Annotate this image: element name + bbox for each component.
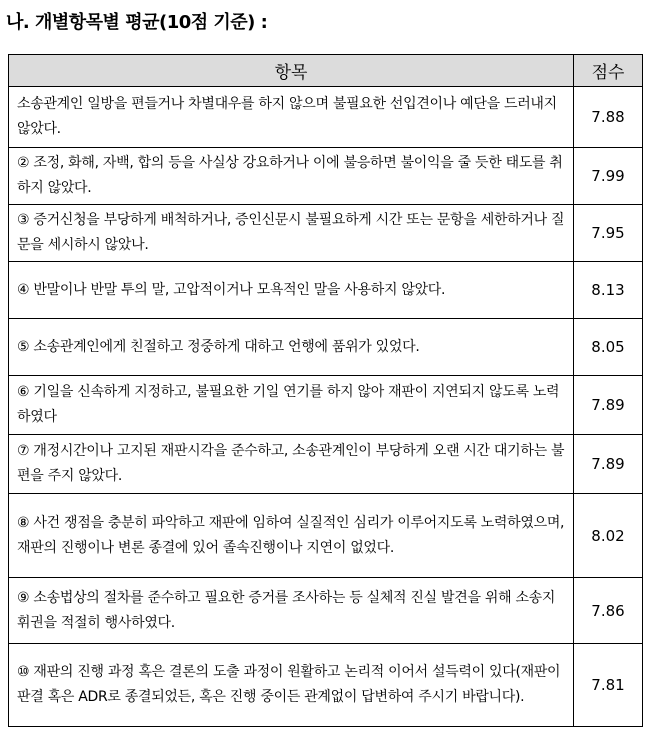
- table-row: [9, 376, 643, 435]
- item-text: ⑧ 사건 쟁점을 충분히 파악하고 재판에 임하여 실질적인 심리가 이루어지도록 노력하였으며, 재판의 진행이나 변론 종결에 있어 졸속진행이나 지연이 없었다.: [9, 494, 574, 578]
- table-row: [9, 87, 643, 148]
- item-score: 7.81: [574, 644, 643, 727]
- item-score: 8.13: [574, 262, 643, 319]
- table-row: [9, 644, 643, 727]
- item-text: ② 조정, 화해, 자백, 합의 등을 사실상 강요하거나 이에 불응하면 불이익을 줄 듯한 태도를 취하지 않았다.: [9, 148, 574, 205]
- item-text: ④ 반말이나 반말 투의 말, 고압적이거나 모욕적인 말을 사용하지 않았다.: [9, 262, 574, 319]
- item-text: ⑥ 기일을 신속하게 지정하고, 불필요한 기일 연기를 하지 않아 재판이 지연되지 않도록 노력하였다: [9, 376, 574, 435]
- score-table: [8, 54, 643, 727]
- item-score: 7.95: [574, 205, 643, 262]
- column-header-score: 점수: [574, 55, 643, 87]
- section-heading: 나. 개별항목별 평균(10점 기준) :: [6, 12, 268, 33]
- item-score: 7.86: [574, 578, 643, 644]
- table-header-row: [9, 55, 643, 87]
- item-text: ③ 증거신청을 부당하게 배척하거나, 증인신문시 불필요하게 시간 또는 문항을 세한하거나 질문을 세시하시 않았나.: [9, 205, 574, 262]
- table-row: [9, 262, 643, 319]
- table-row: [9, 578, 643, 644]
- table-row: [9, 494, 643, 578]
- item-score: 7.99: [574, 148, 643, 205]
- item-score: 7.89: [574, 376, 643, 435]
- item-text: 소송관계인 일방을 편들거나 차별대우를 하지 않으며 불필요한 선입견이나 예단을 드러내지 않았다.: [9, 87, 574, 148]
- item-text: ⑦ 개정시간이나 고지된 재판시각을 준수하고, 소송관계인이 부당하게 오랜 시간 대기하는 불편을 주지 않았다.: [9, 435, 574, 494]
- table-row: [9, 148, 643, 205]
- item-text: ⑨ 소송법상의 절차를 준수하고 필요한 증거를 조사하는 등 실체적 진실 발견을 위해 소송지휘권을 적절히 행사하였다.: [9, 578, 574, 644]
- table-row: [9, 319, 643, 376]
- table-row: [9, 205, 643, 262]
- item-score: 7.89: [574, 435, 643, 494]
- item-score: 8.02: [574, 494, 643, 578]
- column-header-item: 항목: [9, 55, 574, 87]
- item-score: 8.05: [574, 319, 643, 376]
- table-row: [9, 435, 643, 494]
- item-text: ⑤ 소송관계인에게 친절하고 정중하게 대하고 언행에 품위가 있었다.: [9, 319, 574, 376]
- item-text: ⑩ 재판의 진행 과정 혹은 결론의 도출 과정이 원활하고 논리적 이어서 설득력이 있다(재판이 판결 혹은 ADR로 종결되었든, 혹은 진행 중이든 관계없이 답변하여 주시기 바랍니다).: [9, 644, 574, 727]
- item-score: 7.88: [574, 87, 643, 148]
